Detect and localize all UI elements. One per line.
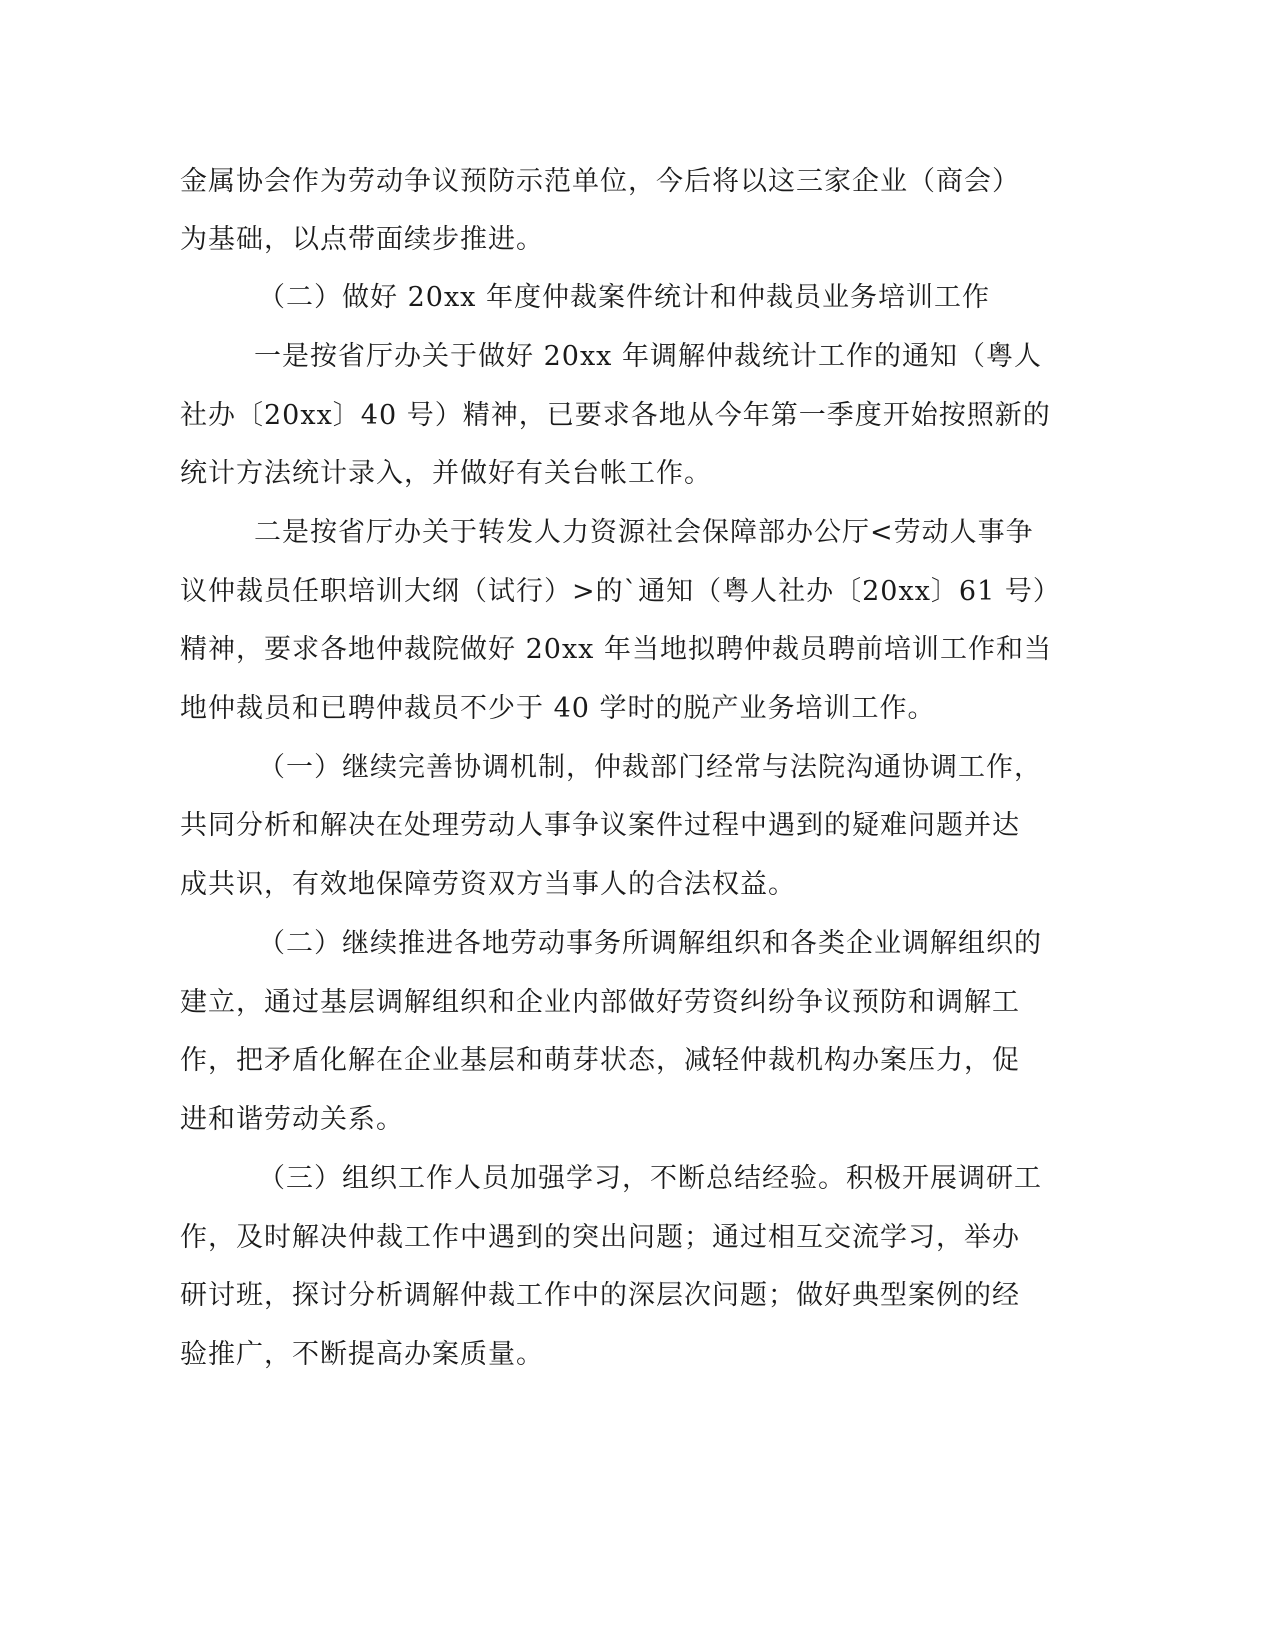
paragraph-first-line: （三）组织工作人员加强学习，不断总结经验。积极开展调研工 <box>258 1163 1042 1194</box>
text-line: 为基础，以点带面续步推进。 <box>180 224 544 255</box>
text-line: 地仲裁员和已聘仲裁员不少于 40 学时的脱产业务培训工作。 <box>180 693 936 724</box>
text-line: 验推广，不断提高办案质量。 <box>180 1339 544 1370</box>
text-line: 统计方法统计录入，并做好有关台帐工作。 <box>180 458 712 489</box>
text-line: 作，及时解决仲裁工作中遇到的突出问题；通过相互交流学习，举办 <box>180 1222 1020 1253</box>
section-heading: （二）做好 20xx 年度仲裁案件统计和仲裁员业务培训工作 <box>258 282 990 313</box>
text-line: 社办〔20xx〕40 号）精神，已要求各地从今年第一季度开始按照新的 <box>180 400 1051 431</box>
paragraph-first-line: （一）继续完善协调机制，仲裁部门经常与法院沟通协调工作， <box>258 752 1042 783</box>
paragraph-first-line: 二是按省厅办关于转发人力资源社会保障部办公厅<劳动人事争 <box>254 517 1034 548</box>
text-line: 研讨班，探讨分析调解仲裁工作中的深层次问题；做好典型案例的经 <box>180 1280 1020 1311</box>
text-line: 作，把矛盾化解在企业基层和萌芽状态，减轻仲裁机构办案压力，促 <box>180 1045 1020 1076</box>
text-line: 金属协会作为劳动争议预防示范单位，今后将以这三家企业（商会） <box>180 166 1020 197</box>
paragraph-first-line: （二）继续推进各地劳动事务所调解组织和各类企业调解组织的 <box>258 928 1042 959</box>
text-line: 成共识，有效地保障劳资双方当事人的合法权益。 <box>180 869 796 900</box>
text-line: 议仲裁员任职培训大纲（试行）>的`通知（粤人社办〔20xx〕61 号） <box>180 576 1061 607</box>
text-line: 共同分析和解决在处理劳动人事争议案件过程中遇到的疑难问题并达 <box>180 810 1020 841</box>
text-line: 建立，通过基层调解组织和企业内部做好劳资纠纷争议预防和调解工 <box>180 987 1020 1018</box>
paragraph-first-line: 一是按省厅办关于做好 20xx 年调解仲裁统计工作的通知（粤人 <box>254 341 1042 372</box>
text-line: 进和谐劳动关系。 <box>180 1104 404 1135</box>
text-line: 精神，要求各地仲裁院做好 20xx 年当地拟聘仲裁员聘前培训工作和当 <box>180 634 1052 665</box>
